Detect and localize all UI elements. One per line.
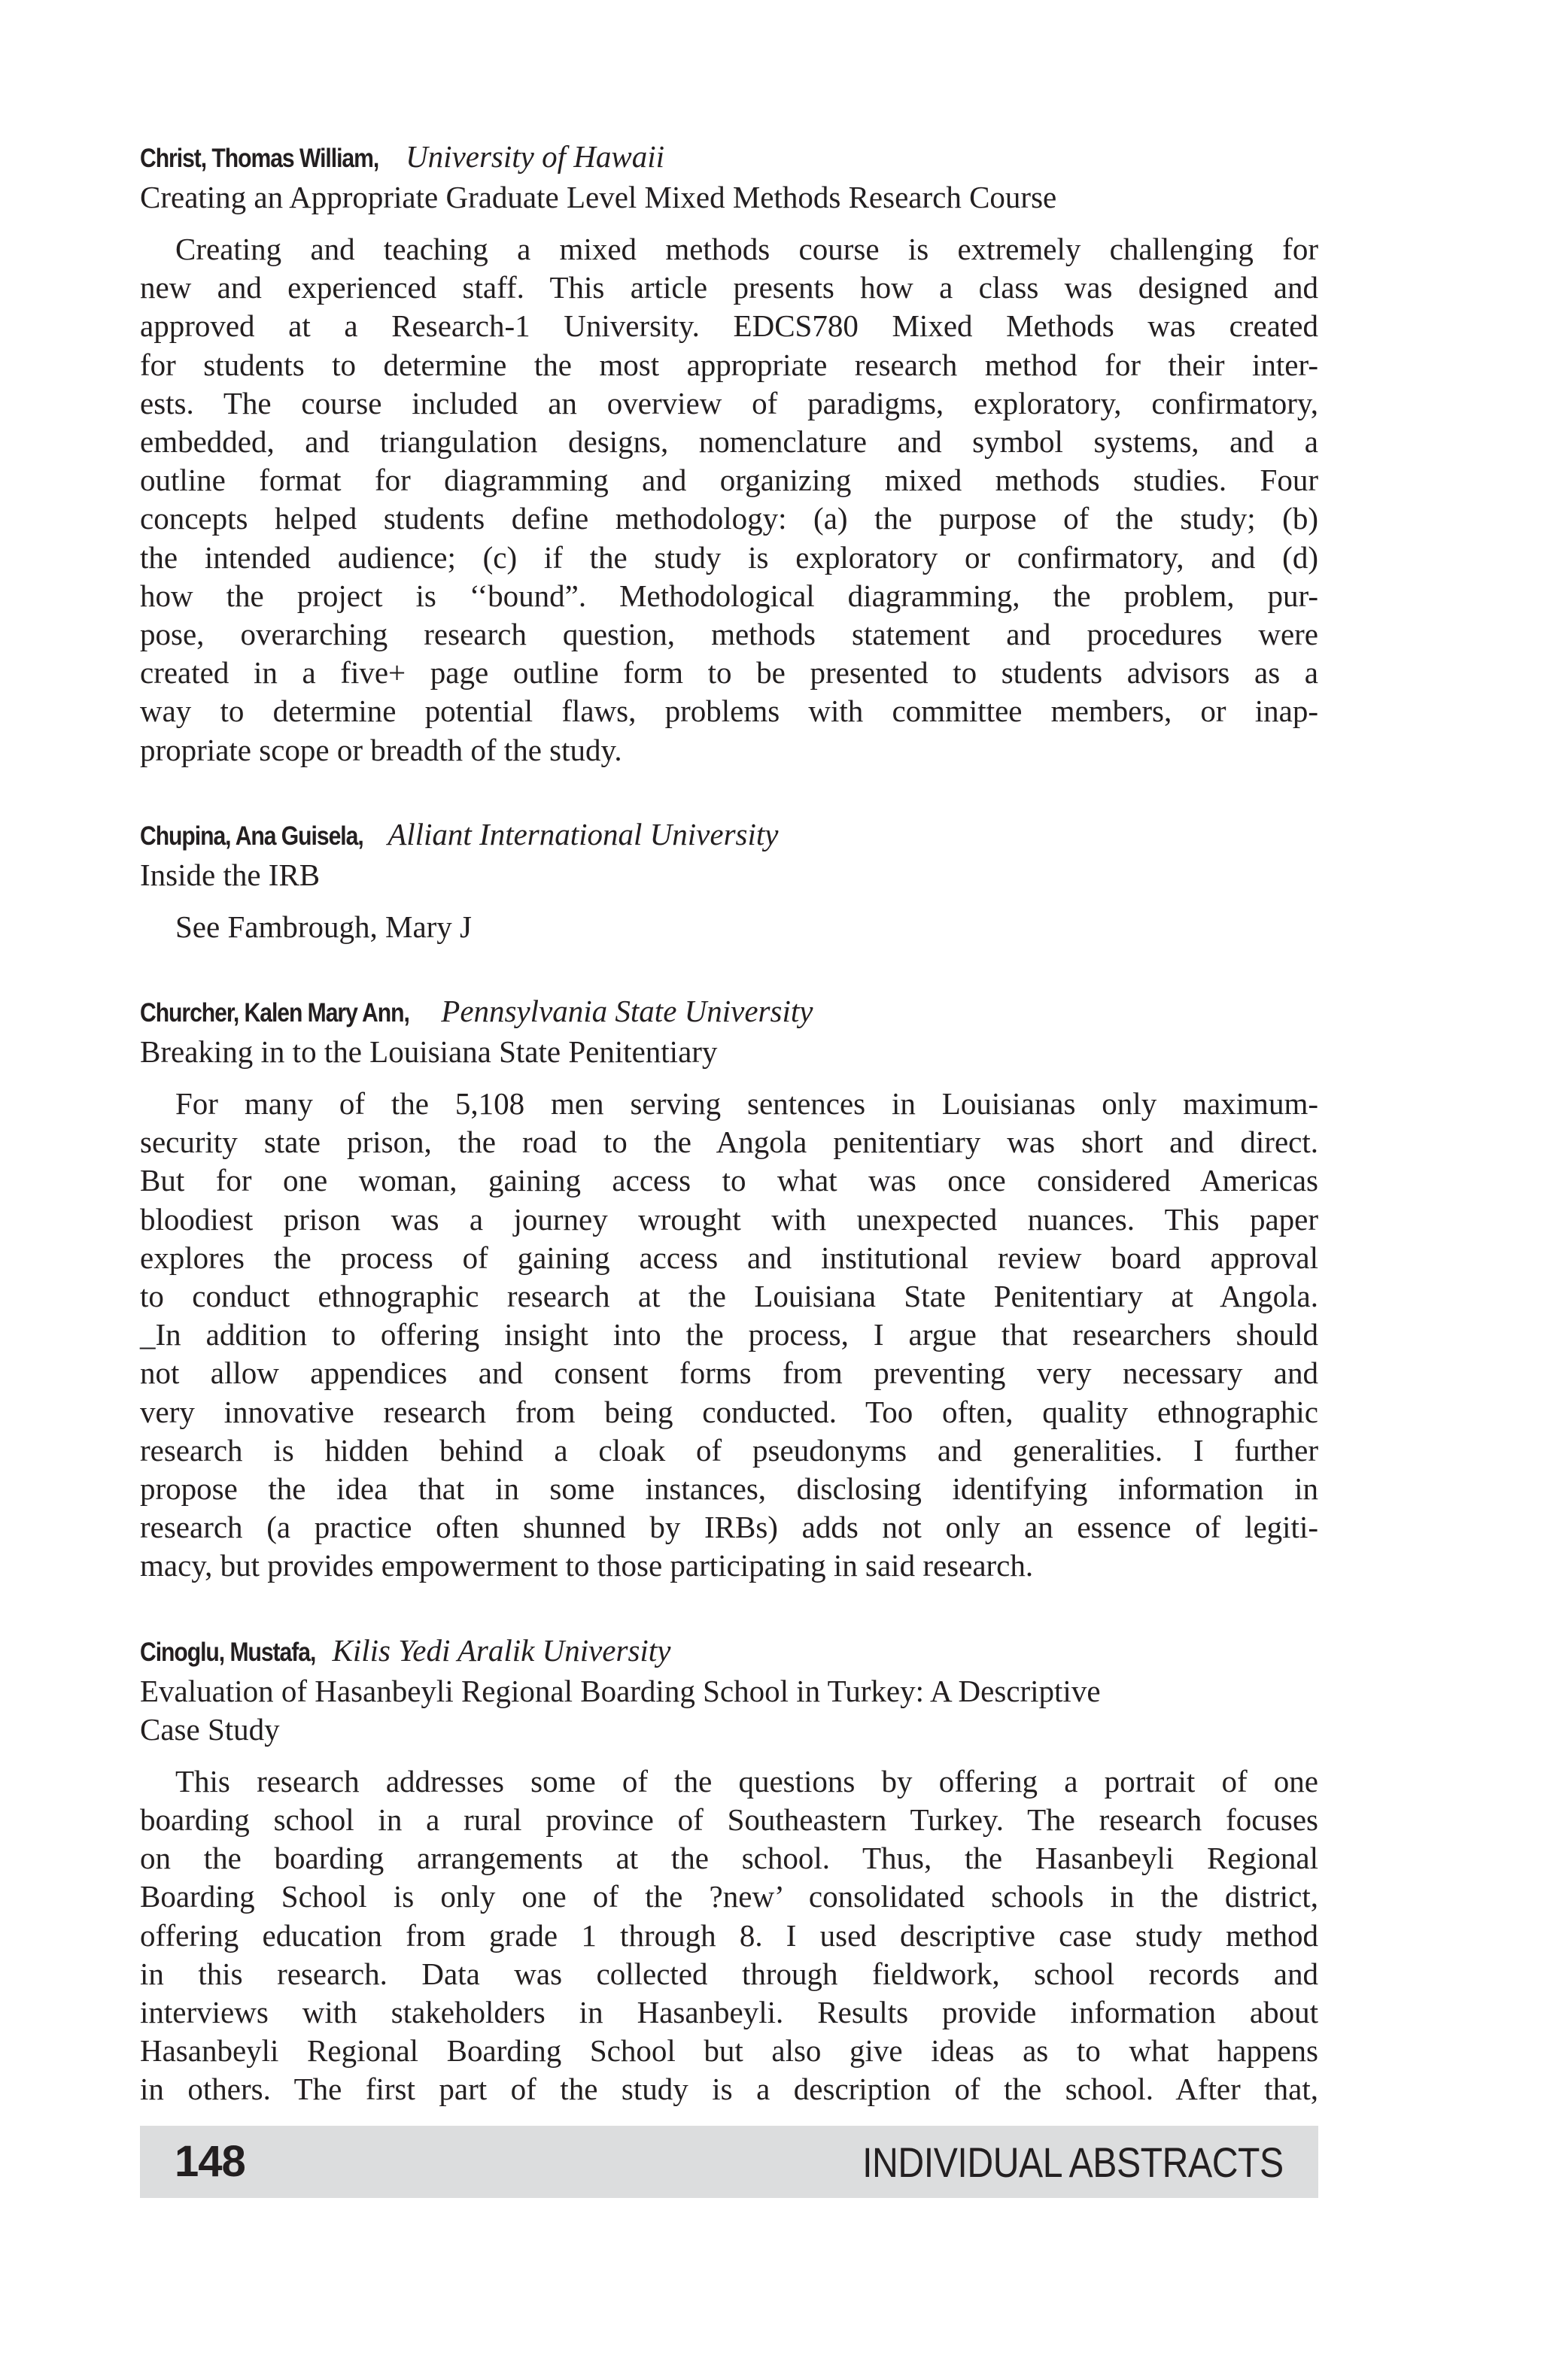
- abstract-title: [140, 178, 1318, 217]
- body-line: outline format for diagramming and organizing mixed methods studies. Four: [140, 463, 1318, 498]
- title-line: Evaluation of Hasanbeyli Regional Boarding School in Turkey: A Descriptive: [140, 1673, 1101, 1708]
- author-affiliation: Alliant International University: [388, 816, 779, 852]
- author-name: Churcher, Kalen Mary Ann,: [140, 998, 409, 1028]
- body-line: ests. The course included an overview of paradigms, exploratory, confirmatory,: [140, 385, 1318, 420]
- abstract-entry-1: [140, 815, 1318, 946]
- body-line: Hasanbeyli Regional Boarding School but also give ideas as to what happens: [140, 2033, 1318, 2069]
- body-line: But for one woman, gaining access to what was once considered Americas: [140, 1163, 1318, 1198]
- abstract-title: [140, 856, 1318, 894]
- body-line: approved at a Research-1 University. EDCS780 Mixed Methods was created: [140, 308, 1318, 344]
- title-line: Inside the IRB: [140, 857, 321, 892]
- body-line: in this research. Data was collected through fieldwork, school records and: [140, 1956, 1318, 1991]
- entry-header: [140, 815, 1318, 856]
- body-line: new and experienced staff. This article presents how a class was designed and: [140, 270, 1318, 305]
- body-line: created in a five+ page outline form to be presented to students advisors as a: [140, 655, 1318, 691]
- body-line: interviews with stakeholders in Hasanbeyli. Results provide information about: [140, 1994, 1318, 2029]
- body-line: propriate scope or breadth of the study.: [140, 732, 622, 767]
- abstracts-page: [140, 137, 1318, 2154]
- body-line: bloodiest prison was a journey wrought with unexpected nuances. This paper: [140, 1201, 1318, 1237]
- body-line: embedded, and triangulation designs, nomenclature and symbol systems, and a: [140, 424, 1318, 460]
- author-name: Cinoglu, Mustafa,: [140, 1637, 316, 1667]
- body-line: security state prison, the road to the Angola penitentiary was short and direct.: [140, 1125, 1318, 1160]
- body-line: way to determine potential flaws, problems with committee members, or inap-: [140, 694, 1318, 729]
- body-line: Boarding School is only one of the ?new’ consolidated schools in the district,: [140, 1879, 1318, 1914]
- body-line: not allow appendices and consent forms from preventing very necessary and: [140, 1355, 1318, 1391]
- body-line: on the boarding arrangements at the school. Thus, the Hasanbeyli Regional: [140, 1841, 1318, 1876]
- entry-header: [140, 991, 1318, 1033]
- body-line: propose the idea that in some instances, disclosing identifying information in: [140, 1471, 1318, 1507]
- entry-header: [140, 1631, 1318, 1672]
- body-line: boarding school in a rural province of Southeastern Turkey. The research focuses: [140, 1802, 1318, 1837]
- body-line: See Fambrough, Mary J: [175, 909, 473, 944]
- abstract-body: [140, 908, 1318, 946]
- body-line: _In addition to offering insight into the process, I argue that researchers should: [140, 1317, 1318, 1352]
- body-line: offering education from grade 1 through 8. I used descriptive case study method: [140, 1917, 1318, 1953]
- body-line: research is hidden behind a cloak of pseudonyms and generalities. I further: [140, 1432, 1318, 1468]
- body-line: to conduct ethnographic research at the Louisiana State Penitentiary at Angola.: [140, 1279, 1318, 1314]
- page-number: 148: [175, 2137, 245, 2186]
- body-line: For many of the 5,108 men serving sentences in Louisianas only maximum-: [175, 1086, 1318, 1122]
- body-line: for students to determine the most appropriate research method for their inter-: [140, 347, 1318, 382]
- body-line: Creating and teaching a mixed methods course is extremely challenging for: [175, 232, 1318, 266]
- abstract-title: [140, 1033, 1318, 1071]
- author-affiliation: University of Hawaii: [406, 139, 664, 174]
- author-affiliation: Pennsylvania State University: [441, 994, 813, 1029]
- body-line: research (a practice often shunned by IRBs) adds not only an essence of legiti-: [140, 1510, 1318, 1545]
- abstract-body: [140, 1085, 1318, 1586]
- title-line: Breaking in to the Louisiana State Penitentiary: [140, 1034, 718, 1070]
- author-affiliation: Kilis Yedi Aralik University: [332, 1632, 671, 1668]
- body-line: This research addresses some of the questions by offering a portrait of one: [175, 1763, 1318, 1799]
- author-name: Chupina, Ana Guisela,: [140, 821, 363, 851]
- title-line: Creating an Appropriate Graduate Level Mixed Methods Research Course: [140, 180, 1057, 214]
- abstract-entry-0: [140, 137, 1318, 770]
- author-name: Christ, Thomas William,: [140, 144, 379, 173]
- page-footer: [140, 2126, 1318, 2198]
- body-line: how the project is ‘‘bound”. Methodological diagramming, the problem, pur-: [140, 578, 1318, 613]
- abstract-entry-3: [140, 1631, 1318, 2109]
- abstract-body: [140, 1762, 1318, 2109]
- entry-header: [140, 137, 1318, 178]
- title-line: Case Study: [140, 1711, 280, 1747]
- body-line: concepts helped students define methodology: (a) the purpose of the study; (b): [140, 501, 1318, 536]
- body-line: the intended audience; (c) if the study is exploratory or confirmatory, and (d): [140, 539, 1318, 575]
- body-line: explores the process of gaining access and institutional review board approval: [140, 1240, 1318, 1275]
- body-line: in others. The first part of the study is a description of the school. After that,: [140, 2072, 1318, 2107]
- body-line: macy, but provides empowerment to those participating in said research.: [140, 1548, 1034, 1583]
- section-title: INDIVIDUAL ABSTRACTS: [862, 2139, 1284, 2186]
- abstract-body: [140, 230, 1318, 770]
- body-line: very innovative research from being conducted. Too often, quality ethnographic: [140, 1394, 1318, 1429]
- abstract-title: [140, 1672, 1318, 1749]
- abstract-entry-2: [140, 991, 1318, 1586]
- body-line: pose, overarching research question, methods statement and procedures were: [140, 617, 1318, 652]
